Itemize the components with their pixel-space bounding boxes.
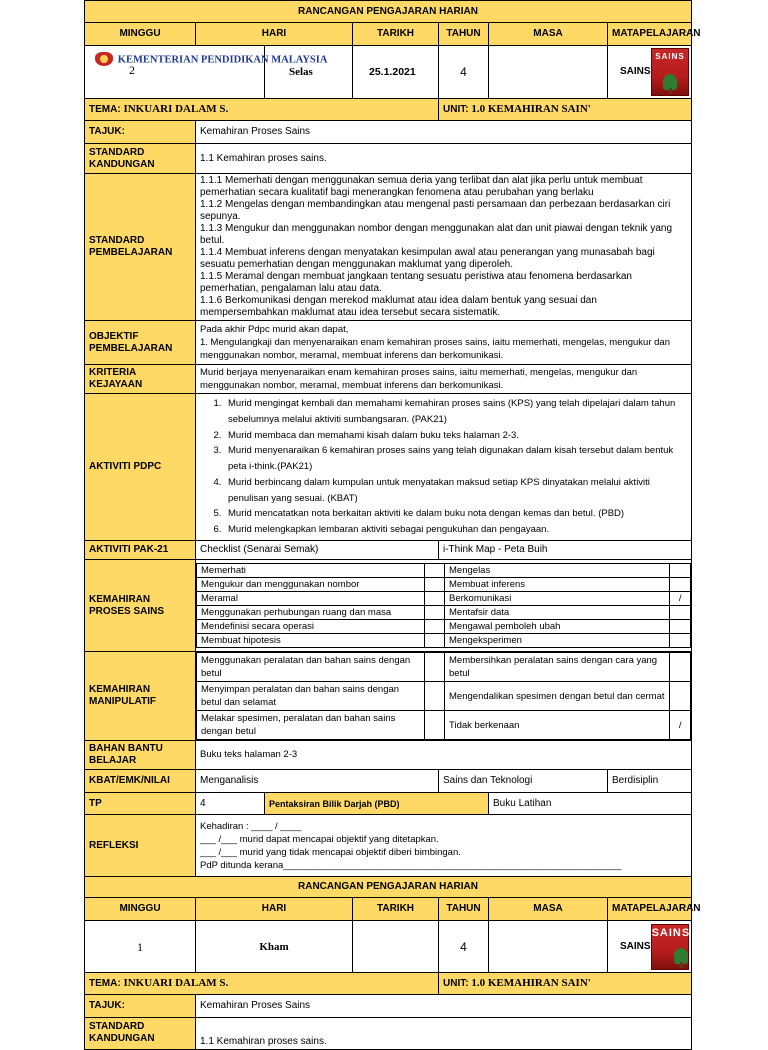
lesson-plan-1 bbox=[84, 0, 701, 1050]
table-row: Mengukur dan menggunakan nombor Membuat inferens bbox=[197, 578, 691, 592]
standard-kandungan-label: STANDARD KANDUNGAN bbox=[85, 144, 196, 174]
kbat-label: KBAT/EMK/NILAI bbox=[85, 770, 196, 793]
tarikh-value: 25.1.2021 bbox=[353, 46, 439, 99]
tajuk-label: TAJUK: bbox=[85, 995, 196, 1018]
tp-value: 4 bbox=[196, 793, 265, 815]
bahan-bantu-value: Buku teks halaman 2-3 bbox=[196, 741, 692, 770]
tema-label: TEMA: bbox=[89, 104, 121, 115]
table-row: Mendefinisi secara operasi Mengawal pemboleh ubah bbox=[197, 620, 691, 634]
sp-item: 1.1.3 Mengukur dan menggunakan nombor dengan menggunakan alat dan unit piawai dengan teknik yang betul. bbox=[200, 223, 673, 246]
sains-textbook-icon: SAINS bbox=[651, 48, 689, 96]
table-row: Menggunakan peralatan dan bahan sains dengan betul Membersihkan peralatan sains dengan cara yang betul bbox=[197, 653, 691, 682]
kriteria-value: Murid berjaya menyenaraikan enam kemahiran proses sains, iaitu memerhati, mengelas, mengukur dan menggunakan nombor, meramal, membuat inferens dan berkomunikasi. bbox=[196, 365, 692, 394]
aktiviti-item: 5. Murid mencatatkan nota berkaitan aktiviti ke dalam buku nota dengan kemas dan betul. (PBD) bbox=[224, 506, 687, 522]
tema-label: TEMA: bbox=[89, 978, 121, 989]
aktiviti-pak21-label: AKTIVITI PAK-21 bbox=[85, 541, 196, 560]
masa-value bbox=[489, 46, 608, 99]
header-minggu: MINGGU bbox=[85, 23, 196, 46]
malaysia-crest-icon bbox=[93, 50, 115, 70]
nilai-value: Berdisiplin bbox=[608, 770, 692, 793]
header-minggu: MINGGU bbox=[85, 898, 196, 921]
tarikh-value bbox=[353, 921, 439, 973]
table-row: Memerhati Mengelas bbox=[197, 564, 691, 578]
table-row: Meramal Berkomunikasi / bbox=[197, 592, 691, 606]
aktiviti-item: 6. Murid melengkapkan lembaran aktiviti sebagai pengukuhan dan pengayaan. bbox=[224, 522, 687, 538]
kriteria-label: KRITERIA KEJAYAAN bbox=[85, 365, 196, 394]
minggu-value: 2 bbox=[129, 63, 135, 77]
sains-textbook-icon: SAINS bbox=[651, 924, 689, 970]
masa-value bbox=[489, 921, 608, 973]
refleksi-line: PdP ditunda kerana________________________________________________________________ bbox=[200, 859, 622, 871]
tajuk-label: TAJUK: bbox=[85, 121, 196, 144]
hari-value: Selas bbox=[265, 46, 353, 99]
tick-mark[interactable]: / bbox=[670, 711, 691, 740]
tema-value: INKUARI DALAM S. bbox=[123, 103, 229, 115]
aktiviti-item: 2. Murid membaca dan memahami kisah dalam buku teks halaman 2-3. bbox=[224, 428, 687, 444]
pbd-value: Buku Latihan bbox=[489, 793, 692, 815]
header-hari: HARI bbox=[196, 898, 353, 921]
bahan-bantu-label: BAHAN BANTU BELAJAR bbox=[85, 741, 196, 770]
header-masa: MASA bbox=[489, 23, 608, 46]
standard-pembelajaran-label: STANDARD PEMBELAJARAN bbox=[85, 174, 196, 321]
plan-title: RANCANGAN PENGAJARAN HARIAN bbox=[85, 877, 692, 898]
tahun-value: 4 bbox=[439, 46, 489, 99]
unit-value: 1.0 KEMAHIRAN SAIN' bbox=[471, 977, 591, 989]
ministry-name: KEMENTERIAN PENDIDIKAN MALAYSIA bbox=[117, 54, 328, 66]
tajuk-value: Kemahiran Proses Sains bbox=[196, 995, 692, 1018]
subject-value: SAINS bbox=[620, 940, 651, 952]
kbat-value: Menganalisis bbox=[196, 770, 439, 793]
sp-item: 1.1.5 Meramal dengan membuat jangkaan tentang sesuatu peristiwa atau fenomena berdasarkan pemerhatian, pengalaman lalu atau data. bbox=[200, 271, 632, 294]
sp-item: 1.1.4 Membuat inferens dengan menyatakan kesimpulan awal atau penerangan yang munasabah bagi sesuatu pemerhatian dengan menggunakan maklumat yang diperoleh. bbox=[200, 247, 655, 270]
tp-label: TP bbox=[85, 793, 196, 815]
minggu-value: 1 bbox=[85, 921, 196, 973]
aktiviti-item: 3. Murid menyenaraikan 6 kemahiran proses sains yang telah digunakan dalam kisah tersebut dalam bentuk peta i-think.(PAK21) bbox=[224, 443, 687, 475]
subject-value: SAINS bbox=[620, 66, 651, 77]
standard-kandungan-label: STANDARD KANDUNGAN bbox=[85, 1018, 196, 1050]
objektif-item: 1. Mengulangkaji dan menyenaraikan enam kemahiran proses sains, iaitu memerhati, mengelas, mengukur dan menggunakan nombor, meramal, membuat inferens dan berkomunikasi. bbox=[200, 337, 670, 361]
kps-checklist bbox=[196, 563, 691, 648]
aktiviti-pdpc-label: AKTIVITI PDPC bbox=[85, 394, 196, 541]
table-row: Membuat hipotesis Mengeksperimen bbox=[197, 634, 691, 648]
aktiviti-list bbox=[200, 396, 687, 538]
refleksi-line: ___ /___ murid yang tidak mencapai objektif diberi bimbingan. bbox=[200, 846, 461, 858]
unit-value: 1.0 KEMAHIRAN SAIN' bbox=[471, 103, 591, 115]
aktiviti-item: 4. Murid berbincang dalam kumpulan untuk menyatakan maksud setiap KPS dinyatakan melalui aktiviti penulisan yang sesuai. (KBAT) bbox=[224, 475, 687, 507]
pak21-left: Checklist (Senarai Semak) bbox=[196, 541, 439, 560]
sp-item: 1.1.1 Memerhati dengan menggunakan semua deria yang terlibat dan alat jika perlu untuk membuat pemerhatian secara kualitatif bagi menerangkan fenomena atau perubahan yang berlaku bbox=[200, 175, 643, 198]
unit-label: UNIT: bbox=[443, 104, 469, 115]
unit-label: UNIT: bbox=[443, 978, 469, 989]
table-row: Menyimpan peralatan dan bahan sains dengan betul dan selamat Mengendalikan spesimen dengan betul dan cermat bbox=[197, 682, 691, 711]
table-row: Melakar spesimen, peralatan dan bahan sains dengan betul Tidak berkenaan / bbox=[197, 711, 691, 740]
objektif-intro: Pada akhir Pdpc murid akan dapat, bbox=[200, 324, 349, 335]
tajuk-value: Kemahiran Proses Sains bbox=[196, 121, 692, 144]
header-hari: HARI bbox=[196, 23, 353, 46]
header-masa: MASA bbox=[489, 898, 608, 921]
header-matapelajaran: MATAPELAJARAN bbox=[608, 23, 692, 46]
kemahiran-manipulatif-label: KEMAHIRAN MANIPULATIF bbox=[85, 652, 196, 741]
table-row: Menggunakan perhubungan ruang dan masa Mentafsir data bbox=[197, 606, 691, 620]
emk-value: Sains dan Teknologi bbox=[439, 770, 608, 793]
pbd-label: Pentaksiran Bilik Darjah (PBD) bbox=[265, 793, 489, 815]
tick-mark[interactable]: / bbox=[670, 592, 691, 606]
header-tahun: TAHUN bbox=[439, 898, 489, 921]
header-matapelajaran: MATAPELAJARAN bbox=[608, 898, 692, 921]
refleksi-line: Kehadiran : ____ / ____ bbox=[200, 820, 302, 832]
lesson-plan-page bbox=[84, 0, 701, 1050]
manipulatif-checklist bbox=[196, 652, 691, 740]
refleksi-label: REFLEKSI bbox=[85, 815, 196, 877]
header-tarikh: TARIKH bbox=[353, 898, 439, 921]
header-tarikh: TARIKH bbox=[353, 23, 439, 46]
tahun-value: 4 bbox=[439, 921, 489, 973]
aktiviti-item: 1. Murid mengingat kembali dan memahami kemahiran proses sains (KPS) yang telah dipelajari dalam tahun sebelumnya melalui aktiviti sumbangsaran. (PAK21) bbox=[224, 396, 687, 428]
header-tahun: TAHUN bbox=[439, 23, 489, 46]
objektif-label: OBJEKTIF PEMBELAJARAN bbox=[85, 321, 196, 365]
tema-value: INKUARI DALAM S. bbox=[123, 977, 229, 989]
pak21-right: i-Think Map - Peta Buih bbox=[439, 541, 692, 560]
standard-kandungan-value: 1.1 Kemahiran proses sains. bbox=[196, 1018, 692, 1050]
sp-item: 1.1.2 Mengelas dengan membandingkan atau mengenal pasti persamaan dan perbezaan berdasarkan ciri sepunya. bbox=[200, 199, 671, 222]
kemahiran-proses-label: KEMAHIRAN PROSES SAINS bbox=[85, 560, 196, 652]
standard-kandungan-value: 1.1 Kemahiran proses sains. bbox=[196, 144, 692, 174]
plan-title: RANCANGAN PENGAJARAN HARIAN bbox=[85, 1, 692, 23]
refleksi-line: ___ /___ murid dapat mencapai objektif yang ditetapkan. bbox=[200, 833, 439, 845]
sp-item: 1.1.6 Berkomunikasi dengan merekod maklumat atau idea dalam bentuk yang sesuai dan mempersembahkan maklumat atau idea tersebut secara sistematik. bbox=[200, 295, 597, 318]
hari-value: Kham bbox=[196, 921, 353, 973]
